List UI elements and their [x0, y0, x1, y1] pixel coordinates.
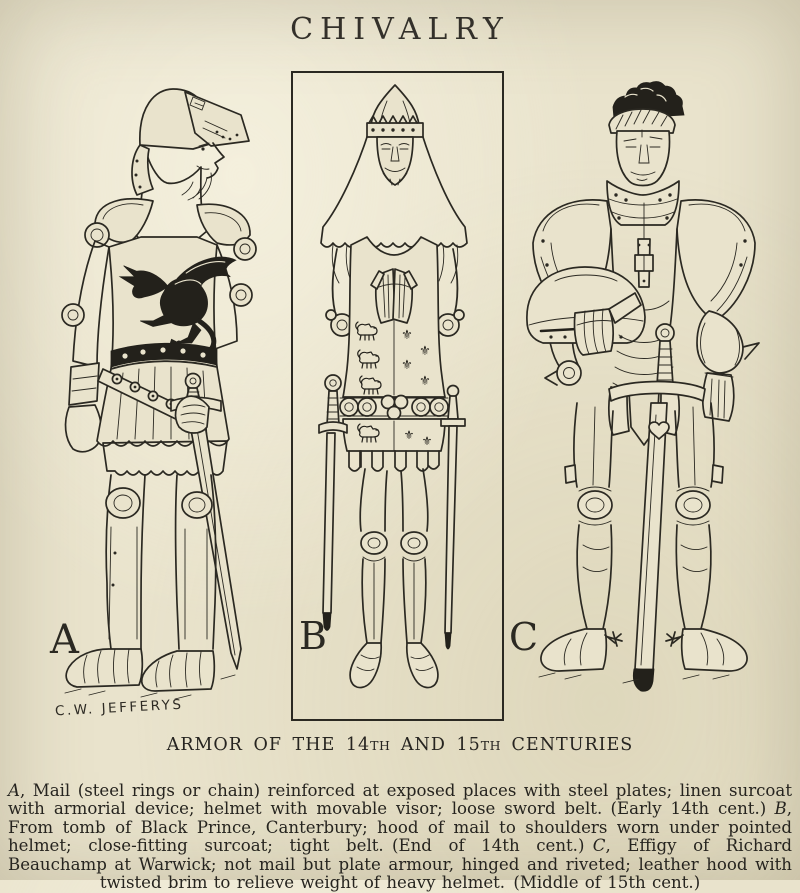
jupon-skirt-b — [343, 419, 445, 471]
figure-label-b: B — [299, 614, 327, 658]
plate-caption — [0, 735, 800, 755]
svg-text:⚜: ⚜ — [419, 374, 431, 389]
legs-b — [360, 469, 428, 643]
twisted-hood-icon — [609, 82, 684, 133]
caption-text: AND 15 — [390, 735, 481, 755]
description-text: , From tomb of Black Prince, Canterbury; hood of mail to shoulders worn under pointed helmet; close-fitting surcoat; tight belt. (End of 14th cent.) — [8, 799, 792, 856]
caption-smallcaps: TH — [370, 738, 391, 753]
caption-text: CENTURIES — [500, 735, 634, 755]
disc-belt-b — [340, 396, 448, 420]
sabatons-b — [350, 643, 438, 688]
description-text: , Mail (steel rings or chain) reinforced at exposed places with steel plates; linen surcoat with armorial device; helmet with movable visor; loose sword belt. (Early 14th cent.) — [8, 780, 792, 819]
knight-c-illustration — [513, 73, 775, 725]
figure-label-c: C — [509, 615, 539, 659]
description-text: , Effigy of Richard Beauchamp at Warwick; not mail but plate armour, hinged and riveted; leather hood with twisted brim to relieve weight of heavy helmet. (Middle of 15th cent.) — [8, 836, 792, 893]
svg-text:⚜: ⚜ — [403, 428, 415, 442]
svg-text:⚜: ⚜ — [401, 328, 413, 343]
page-title: CHIVALRY — [290, 12, 510, 47]
knight-c-face — [617, 130, 670, 186]
right-arm-c — [697, 311, 759, 421]
caption-text: ARMOR OF THE 14 — [166, 735, 371, 755]
sabatons-a — [65, 649, 235, 699]
svg-text:⚜: ⚜ — [421, 434, 433, 448]
description-figure-letter: A — [8, 780, 20, 800]
description-figure-letter: B — [774, 799, 787, 819]
svg-text:⚜: ⚜ — [419, 344, 431, 359]
knight-a-face — [182, 143, 224, 200]
bascinet-coronet-icon — [367, 85, 423, 137]
knight-a-illustration — [45, 83, 280, 715]
sword-a — [171, 374, 241, 670]
legs-a — [106, 475, 216, 649]
praying-gauntlets-b — [371, 269, 417, 323]
knight-b-face — [377, 137, 413, 185]
gorget-c — [607, 181, 679, 225]
caption-smallcaps: TH — [480, 738, 501, 753]
figure-label-a: A — [50, 617, 79, 663]
artist-signature: C.W. JEFFERYS — [54, 696, 184, 720]
description-figure-letter: C — [592, 836, 606, 856]
svg-text:⚜: ⚜ — [401, 358, 413, 373]
held-helmet-icon — [527, 267, 645, 355]
dagger-b — [441, 386, 465, 650]
visored-helmet-icon — [132, 89, 249, 195]
description-paragraph — [8, 782, 792, 893]
